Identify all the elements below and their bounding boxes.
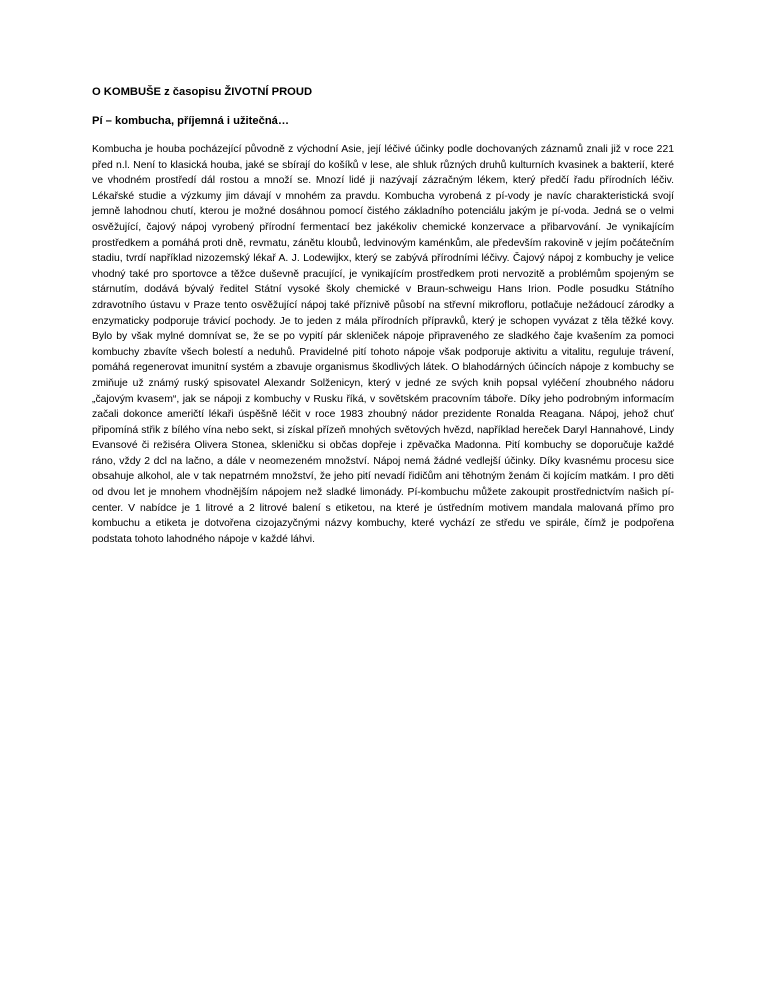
document-content	[92, 84, 674, 547]
document-body-paragraph: Kombucha je houba pocházející původně z východní Asie, její léčivé účinky podle dochovaných záznamů znali již v roce 221 před n.l. Není to klasická houba, jaké se sbírají do košíků v lese, ale shluk různých druhů kulturních kvasinek a bakterií, které ve vhodném prostředí dál rostou a množí se. Mnozí lidé ji nazývají zázračným lékem, který předčí řadu přírodních léčiv. Lékařské studie a výzkumy jim dávají v mnohém za pravdu. Kombucha vyrobená z pí-vody je navíc charakteristická svojí jemně lahodnou chutí, kterou je možné dosáhnou pomocí čistého základního potenciálu jakým je pí-voda. Jedná se o velmi osvěžující, čajový nápoj vyrobený přírodní fermentací bez jakékoliv chemické konzervace a přibarvování. Je vynikajícím prostředkem a pomáhá proti dně, revmatu, zánětu kloubů, ledvinovým kaménkům, ale především rakovině v jejím počátečním stadiu, tvrdí například nizozemský lékař A. J. Lodewijkx, který se zabývá přírodními léčivy. Čajový nápoj z kombuchy je velice vhodný také pro sportovce a těžce duševně pracující, je vynikajícím prostředkem proti nervozitě a problémům spojeným se stárnutím, dodává bývalý ředitel Státní vysoké školy chemické v Braun-schweigu Hans Irion. Podle posudku Státního zdravotního ústavu v Praze tento osvěžující nápoj také příznivě působí na střevní mikrofloru, potlačuje nežádoucí zárodky a enzymaticky podporuje trávicí pochody. Je to jeden z mála přírodních přípravků, který je schopen vyvázat z těla těžké kovy. Bylo by však mylné domnívat se, že se po vypití pár skleniček nápoje připraveného ze sladkého čaje kvašením za pomoci kombuchy zbavíte všech bolestí a neduhů. Pravidelné pití tohoto nápoje však podporuje aktivitu a vitalitu, reguluje trávení, pomáhá regenerovat imunitní systém a zbavuje organismus škodlivých látek. O blahodárných účincích nápoje z kombuchy se zmiňuje už známý ruský spisovatel Alexandr Solženicyn, který v jedné ze svých knih popsal vyléčení zhoubného nádoru „čajovým kvasem“, jak se nápoji z kombuchy v Rusku říká, v sovětském pracovním táboře. Díky jeho podrobným informacím začali dokonce američtí lékaři úspěšně léčit v roce 1983 zhoubný nádor prezidente Ronalda Reagana. Nápoj, jehož chuť připomíná střik z bílého vína nebo sekt, si získal přízeň mnohých světových hvězd, například hereček Daryl Hannahové, Lindy Evansové či režiséra Olivera Stonea, skleničku si občas dopřeje i zpěvačka Madonna. Pití kombuchy se doporučuje každé ráno, vždy 2 dcl na lačno, a dále v neomezeném množství. Nápoj nemá žádné vedlejší účinky. Díky kvasnému procesu sice obsahuje alkohol, ale v tak nepatrném množství, že jeho pití nevadí řidičům ani těhotným ženám či kojícím matkám. I pro děti od dvou let je mnohem vhodnějším nápojem než sladké limonády. Pí-kombuchu můžete zakoupit prostřednictvím našich pí-center. V nabídce je 1 litrové a 2 litrové balení s etiketou, na které je ústředním motivem mandala malovaná přímo pro kombuchu a etiketa je dotvořena cizojazyčnými názvy kombuchy, které vychází ze středu ve spirále, čímž je podpořena podstata tohoto lahodného nápoje v každé láhvi.	[92, 144, 674, 545]
document-title: O KOMBUŠE z časopisu ŽIVOTNÍ PROUD	[92, 86, 313, 98]
document-subtitle: Pí – kombucha, příjemná i užitečná…	[92, 115, 290, 127]
